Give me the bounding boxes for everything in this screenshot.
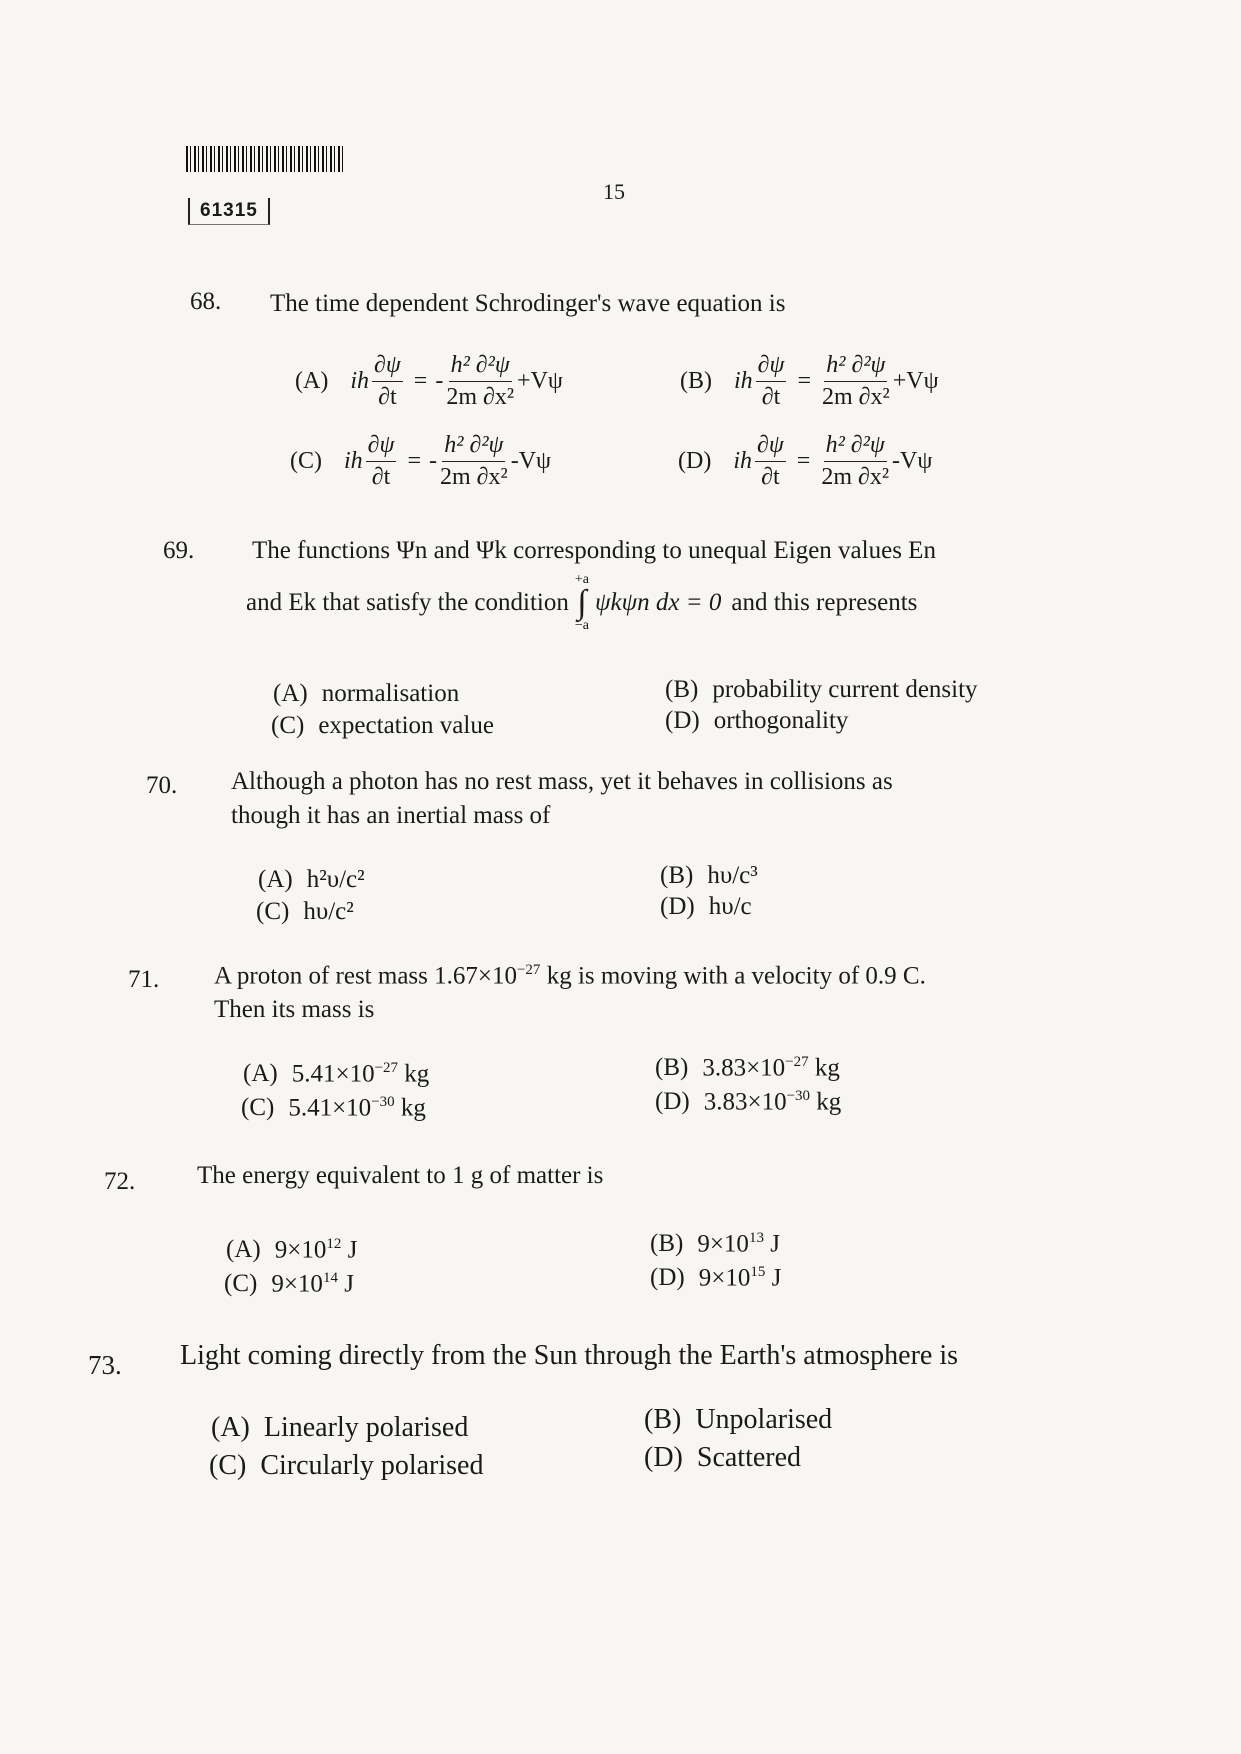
q68-option-c[interactable]: (C) ih $\frac{\partial\psi}{\partial t}$ = - $\frac{\text{h² ∂²ψ}}{\text{2m ∂x²}}$ -Vψ: [290, 432, 552, 490]
q71-option-a[interactable]: (A) $5.41\times 10^{-27}$ kg: [243, 1060, 430, 1088]
barcode: [186, 146, 344, 172]
q70-option-a[interactable]: (A) h²υ/c²: [258, 866, 365, 893]
q70-option-b[interactable]: (B) hυ/c³: [660, 862, 758, 889]
q72-option-d[interactable]: (D) $9\times 10^{15}$ J: [650, 1264, 782, 1292]
question-number-68: 68.: [190, 288, 222, 315]
q69-option-b[interactable]: (B) probability current density: [665, 676, 978, 703]
q73-option-b[interactable]: (B) Unpolarised: [644, 1404, 833, 1435]
question-text-72: The energy equivalent to 1 g of matter is: [197, 1162, 604, 1189]
q68-option-d[interactable]: (D) ih $\frac{\partial\psi}{\partial t}$ = $\frac{\text{h² ∂²ψ}}{\text{2m ∂x²}}$ -Vψ: [678, 432, 933, 490]
q70-option-d[interactable]: (D) hυ/c: [660, 893, 752, 920]
q69-option-a[interactable]: (A) normalisation: [273, 680, 460, 707]
q73-option-d[interactable]: (D) Scattered: [644, 1442, 802, 1473]
question-text-69-line1: The functions Ψn and Ψk corresponding to unequal Eigen values En: [252, 537, 936, 564]
integral-sign: +a ∫ −a: [574, 572, 589, 633]
question-number-72: 72.: [104, 1168, 136, 1195]
q69-option-d[interactable]: (D) orthogonality: [665, 707, 849, 734]
q71-option-d[interactable]: (D) $3.83\times 10^{-30}$ kg: [655, 1088, 842, 1116]
question-text-71-line1: A proton of rest mass $1.67\times 10^{-27}$ kg is moving with a velocity of 0.9 C.: [214, 962, 926, 990]
question-text-69-line2: and Ek that satisfy the condition +a ∫ −a ψkψn dx = 0 and this represents: [246, 572, 918, 633]
question-text-71-line2: Then its mass is: [214, 996, 375, 1023]
question-number-71: 71.: [128, 966, 160, 993]
question-number-70: 70.: [146, 772, 178, 799]
q72-option-a[interactable]: (A) $9\times 10^{12}$ J: [226, 1236, 358, 1264]
q73-option-c[interactable]: (C) Circularly polarised: [209, 1450, 484, 1481]
paper-code: 61315: [188, 198, 270, 225]
question-text-70-line2: though it has an inertial mass of: [231, 802, 551, 829]
q70-option-c[interactable]: (C) hυ/c²: [256, 898, 354, 925]
question-text-70-line1: Although a photon has no rest mass, yet it behaves in collisions as: [231, 768, 893, 795]
q73-option-a[interactable]: (A) Linearly polarised: [211, 1412, 469, 1443]
question-text-73: Light coming directly from the Sun through the Earth's atmosphere is: [180, 1340, 958, 1371]
page-number: 15: [603, 179, 625, 204]
q68-option-b[interactable]: (B) ih $\frac{\partial\psi}{\partial t}$ = $\frac{\text{h² ∂²ψ}}{\text{2m ∂x²}}$ +Vψ: [680, 352, 939, 410]
q72-option-c[interactable]: (C) $9\times 10^{14}$ J: [224, 1270, 354, 1298]
q71-option-c[interactable]: (C) $5.41\times 10^{-30}$ kg: [241, 1094, 426, 1122]
q71-option-b[interactable]: (B) $3.83\times 10^{-27}$ kg: [655, 1054, 840, 1082]
q72-option-b[interactable]: (B) $9\times 10^{13}$ J: [650, 1230, 780, 1258]
question-text-68: The time dependent Schrodinger's wave equation is: [270, 290, 786, 317]
q68-option-a[interactable]: (A) ih $\frac{\partial\psi}{\partial t}$ = - $\frac{\text{h² ∂²ψ}}{\text{2m ∂x²}}$ +Vψ: [295, 352, 563, 410]
question-number-69: 69.: [163, 537, 195, 564]
q69-option-c[interactable]: (C) expectation value: [271, 712, 494, 739]
question-number-73: 73.: [88, 1350, 122, 1380]
